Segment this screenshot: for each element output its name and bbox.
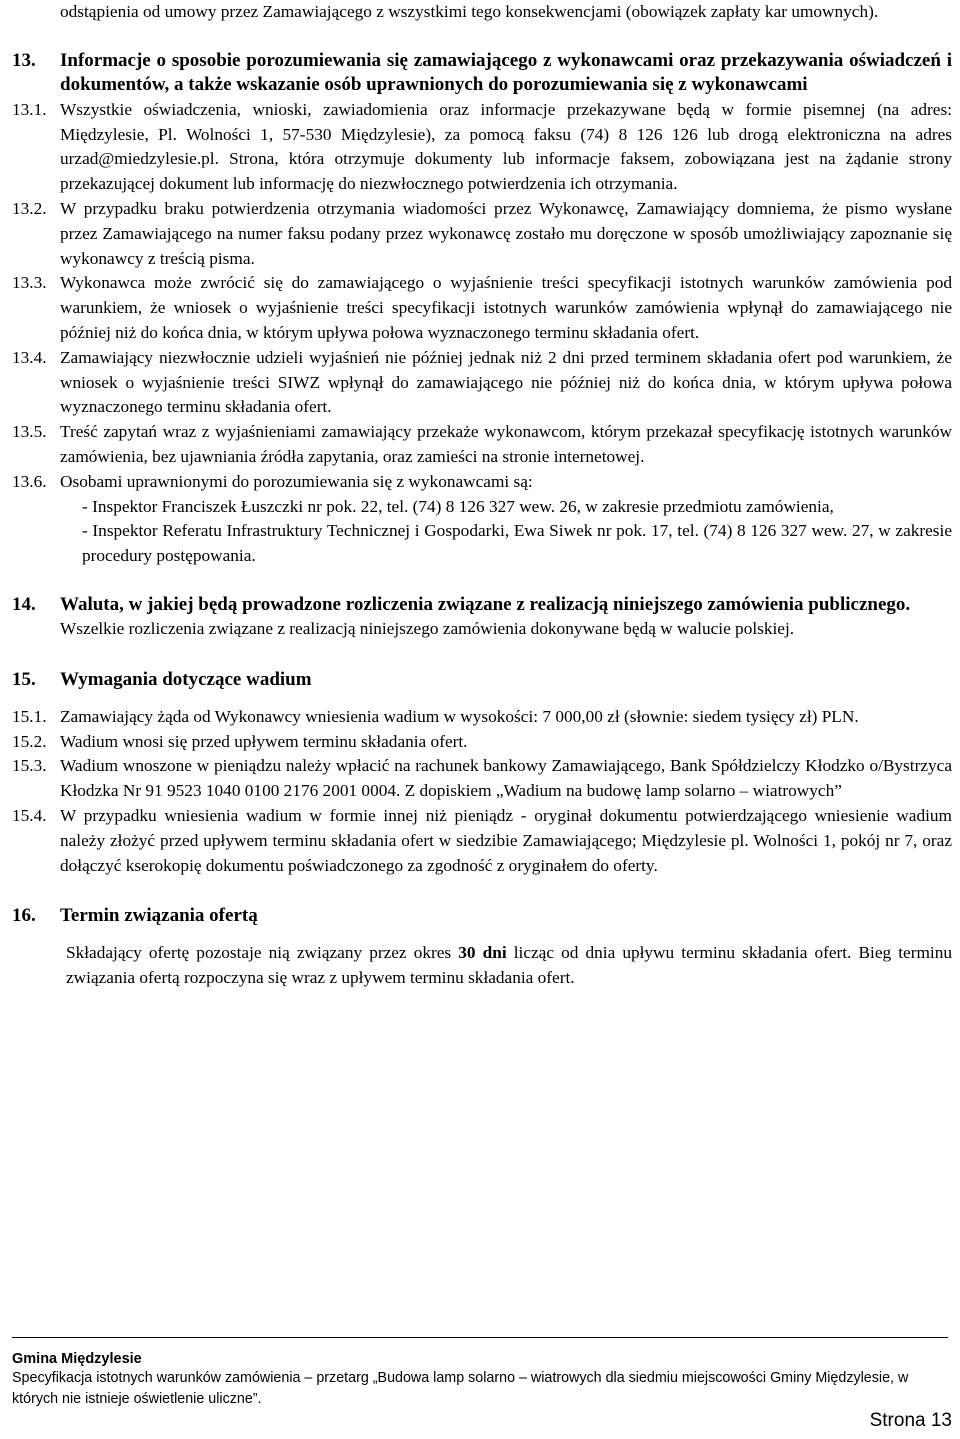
item-13-2 (0, 197, 960, 271)
section-title: Termin związania ofertą (60, 905, 258, 927)
section-number: 13. (12, 49, 36, 71)
item-13-6 (0, 470, 960, 495)
page-footer (12, 1337, 948, 1410)
item-number: 13.2. (12, 198, 47, 218)
section-title: Informacje o sposobie porozumiewania się zamawiającego z wykonawcami oraz przekazywania oświadczeń i dokumentów, a także wskazanie osób uprawnionych do porozumiewania się z wykonawcami (60, 49, 952, 96)
item-text: Zamawiający niezwłocznie udzieli wyjaśnień nie później jednak niż 2 dni przed terminem składania ofert pod warunkiem, że wniosek o wyjaśnienie treści SIWZ wpłynął do zamawiającego nie później niż do końca dnia, w którym upływa połowa wyznaczonego terminu składania ofert. (60, 347, 952, 417)
section-number: 15. (12, 669, 36, 691)
section-14-heading (0, 593, 960, 618)
item-number: 13.5. (12, 422, 47, 442)
item-number: 13.1. (12, 99, 47, 119)
item-15-2 (0, 730, 960, 755)
item-15-4 (0, 804, 960, 878)
item-text: Zamawiający żąda od Wykonawcy wniesienia wadium w wysokości: 7 000,00 zł (słownie: siedem tysięcy zł) PLN. (60, 706, 859, 726)
item-text: Wadium wnoszone w pieniądzu należy wpłacić na rachunek bankowy Zamawiającego, Bank Spółdzielczy Kłodzko o/Bystrzyca Kłodzka Nr 91 9523 1040 0100 2176 2001 0004. Z dopiskiem „Wadium na budowę lamp solarno – wiatrowych” (60, 756, 952, 801)
section-14-text: Wszelkie rozliczenia związane z realizacją niniejszego zamówienia dokonywane będą w walucie polskiej. (60, 619, 795, 639)
footer-organization: Gmina Międzylesie (12, 1351, 142, 1367)
contact-person-1: - Inspektor Franciszek Łuszczki nr pok. 22, tel. (74) 8 126 327 wew. 26, w zakresie przedmiotu zamówienia, (82, 496, 834, 516)
item-13-1 (0, 98, 960, 197)
page-number: Strona 13 (869, 1410, 952, 1431)
item-number: 15.4. (12, 805, 47, 825)
item-15-1 (0, 705, 960, 730)
item-15-3 (0, 754, 960, 804)
item-number: 13.4. (12, 347, 47, 367)
section-15-heading (0, 668, 960, 693)
item-text: Wykonawca może zwrócić się do zamawiającego o wyjaśnienie treści specyfikacji istotnych warunków zamówienia pod warunkiem, że wniosek o wyjaśnienie treści specyfikacji istotnych warunków zamówienia wpłynął do zamawiającego nie później niż do końca dnia, w którym upływa połowa wyznaczonego terminu składania ofert. (60, 273, 952, 342)
section-13-heading (0, 49, 960, 98)
item-13-5 (0, 420, 960, 470)
item-text: Wszystkie oświadczenia, wnioski, zawiadomienia oraz informacje przekazywane będą w formie pisemnej (na adres: Międzylesie, Pl. Wolności 1, 57-530 Międzylesie), za pomocą faksu (74) 8 126 126 lub drogą elektroniczna na adres urzad@miedzylesie.pl. Strona, która otrzymuje dokumenty lub informacje faksem, zobowiązana jest na żądanie strony przekazującej dokument lub informację do niezwłocznego potwierdzenia ich otrzymania. (60, 99, 952, 194)
offer-period: 30 dni (458, 942, 507, 962)
section-title: Waluta, w jakiej będą prowadzone rozliczenia związane z realizacją niniejszego zamówienia publicznego. (60, 593, 911, 615)
item-number: 15.2. (12, 731, 47, 751)
item-number: 13.6. (12, 471, 47, 491)
section-number: 16. (12, 905, 36, 927)
text-part: licząc od dnia upływu terminu składania ofert. Bieg terminu związania ofertą rozpoczyna się wraz z upływem terminu składania ofert. (66, 942, 953, 987)
section-title: Wymagania dotyczące wadium (60, 669, 312, 691)
footer-divider (12, 1337, 948, 1338)
section-number: 14. (12, 593, 36, 615)
item-number: 15.3. (12, 756, 47, 776)
item-text: Wadium wnosi się przed upływem terminu składania ofert. (60, 731, 468, 751)
text-part: Składający ofertę pozostaje nią związany przez okres (66, 942, 459, 962)
item-number: 15.1. (12, 706, 47, 726)
item-text: W przypadku braku potwierdzenia otrzymania wiadomości przez Wykonawcę, Zamawiający domniema, że pismo wysłane przez Zamawiającego na numer faksu podany przez wykonawcę zostało mu doręczone w sposób umożliwiający zapoznanie się wykonawcy z treścią pisma. (60, 198, 952, 268)
section-16-heading (0, 904, 960, 929)
item-number: 13.3. (12, 273, 47, 293)
item-13-4 (0, 346, 960, 420)
item-13-3 (0, 271, 960, 345)
item-text: Treść zapytań wraz z wyjaśnieniami zamawiający przekaże wykonawcom, którym przekazał specyfikację istotnych warunków zamówienia, bez ujawniania źródła zapytania, oraz zamieści na stronie internetowej. (60, 422, 952, 466)
section-16-text (0, 941, 960, 991)
continuation-text: odstąpienia od umowy przez Zamawiającego z wszystkimi tego konsekwencjami (obowiązek zapłaty kar umownych). (60, 2, 879, 21)
footer-description: Specyfikacja istotnych warunków zamówienia – przetarg „Budowa lamp solarno – wiatrowych dla siedmiu miejscowości Gminy Międzylesie, w których nie istnieje oświetlenie uliczne”. (12, 1370, 909, 1407)
contact-person-2: - Inspektor Referatu Infrastruktury Technicznej i Gospodarki, Ewa Siwek nr pok. 17, tel. (74) 8 126 327 wew. 27, w zakresie procedury postępowania. (82, 521, 952, 566)
item-text: W przypadku wniesienia wadium w formie innej niż pieniądz - oryginał dokumentu potwierdzającego wniesienie wadium należy złożyć przed upływem terminu składania ofert w siedzibie Zamawiającego; Międzylesie pl. Wolności 1, pokój nr 7, oraz dołączyć kserokopię dokumentu poświadczonego za zgodność z oryginałem do oferty. (60, 805, 952, 875)
item-text: Osobami uprawnionymi do porozumiewania się z wykonawcami są: (60, 471, 533, 491)
